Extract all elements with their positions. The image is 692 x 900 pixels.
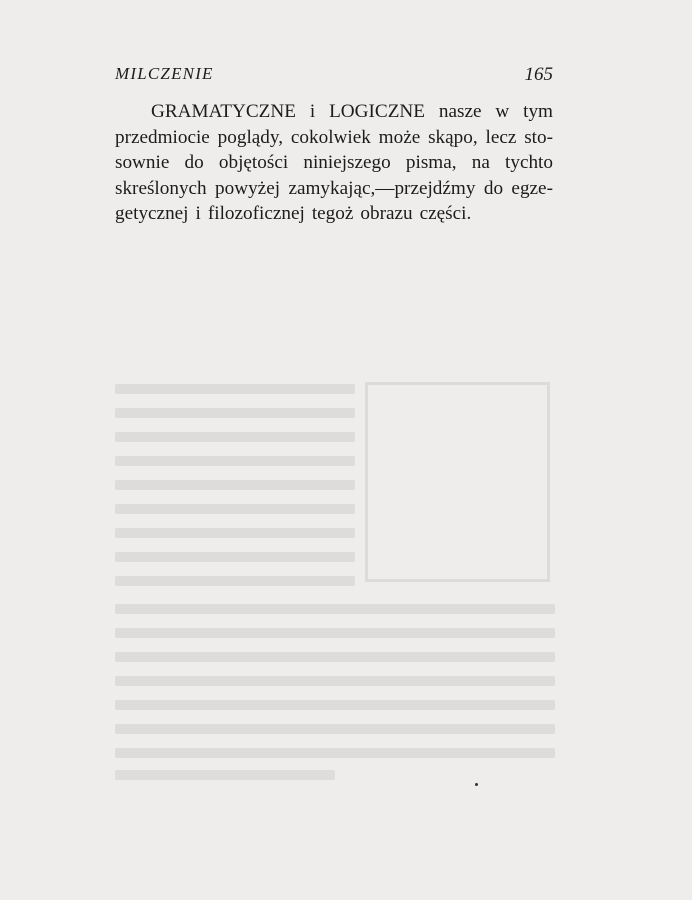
show-through-text (115, 370, 555, 780)
paragraph-line-4 (115, 176, 553, 202)
word: filozoficznej (207, 203, 305, 224)
paragraph-line-3 (115, 150, 553, 176)
paragraph-line-5 (115, 201, 553, 227)
word: skreślonych (115, 177, 207, 199)
word: poglądy, (217, 126, 284, 148)
word: obrazu (360, 203, 413, 224)
word: i (195, 203, 201, 224)
body-paragraph (115, 99, 553, 227)
word: zamykając,—przejdźmy (288, 177, 476, 199)
word: i (309, 101, 316, 122)
word: GRAMATYCZNE (151, 101, 296, 122)
word: egze- (511, 177, 553, 199)
word: pisma, (405, 152, 457, 173)
word: tegoż (311, 203, 354, 224)
ink-speck (475, 783, 478, 786)
decorative-initial-show-through (365, 382, 550, 582)
word: na (471, 152, 490, 173)
word: objętości (218, 152, 289, 173)
paragraph-line-1 (115, 99, 553, 125)
word: przedmiocie (115, 126, 210, 148)
word: części. (419, 203, 472, 224)
word: LOGICZNE (329, 101, 425, 122)
word: tychto (505, 152, 553, 173)
word: sownie (115, 152, 170, 173)
word: tym (523, 101, 553, 122)
word: getycznej (115, 203, 189, 224)
word: nasze (438, 101, 482, 122)
word: sto- (524, 126, 553, 148)
word: w (495, 101, 510, 122)
word: lecz (485, 126, 517, 148)
word: do (483, 177, 504, 199)
word: skąpo, (428, 126, 478, 148)
header-title: MILCZENIE (115, 64, 214, 83)
word: cokolwiek (290, 126, 371, 148)
word: powyżej (215, 177, 281, 199)
word: do (184, 152, 204, 173)
running-head (115, 64, 553, 88)
word: niniejszego (303, 152, 391, 173)
word: może (378, 126, 421, 148)
page-number: 165 (524, 64, 553, 85)
paragraph-line-2 (115, 125, 553, 151)
